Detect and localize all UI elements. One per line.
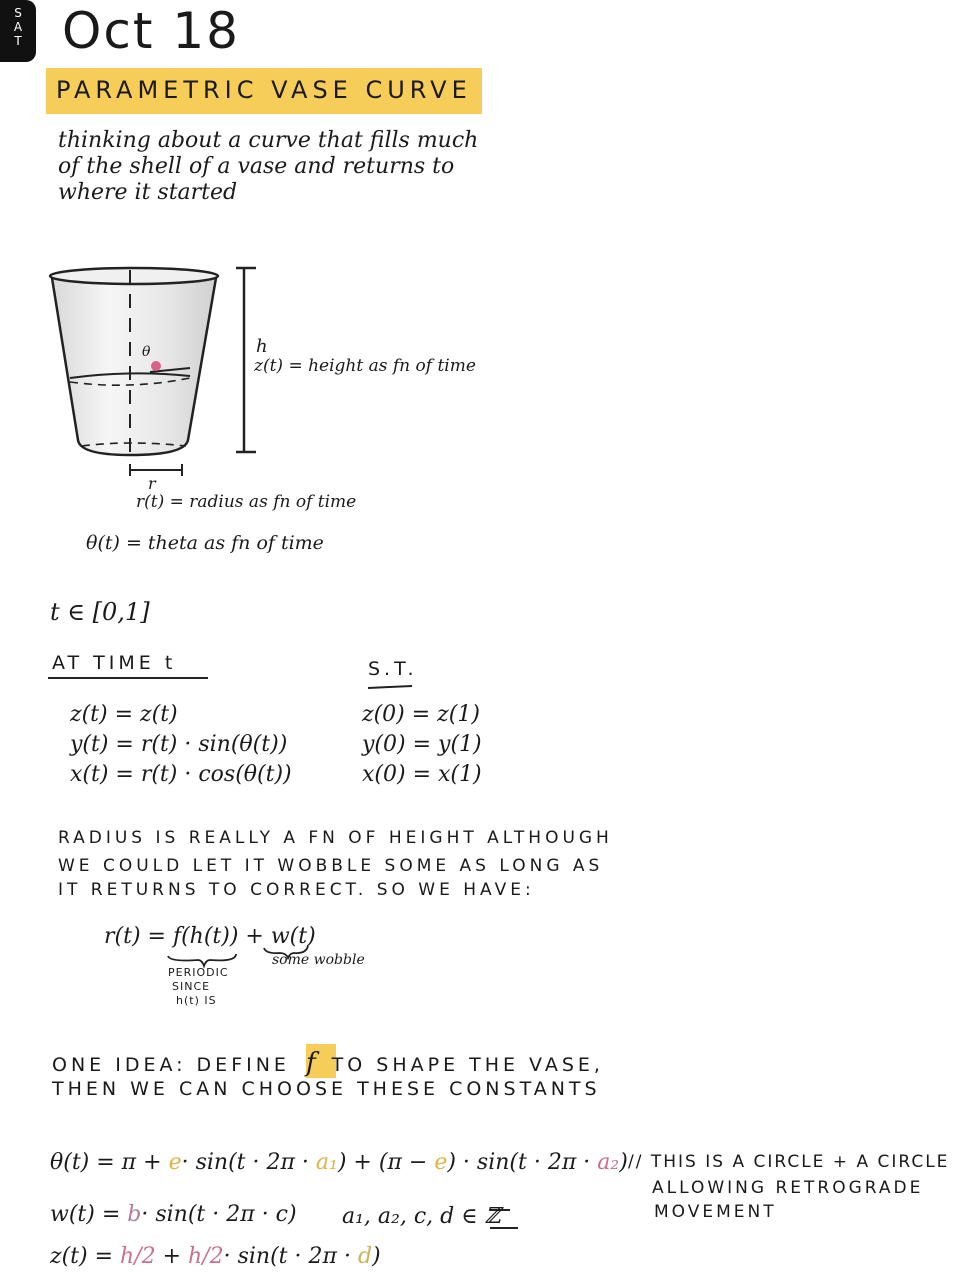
condition-x: x(0) = x(1) [362, 762, 482, 787]
equation-x: x(t) = r(t) · cos(θ(t)) [70, 762, 292, 787]
eq-part: ) [619, 1150, 628, 1175]
theta-label: θ(t) = theta as fn of time [86, 532, 324, 554]
eq-part: · sin(t · 2π · [181, 1150, 316, 1175]
intro-line: of the shell of a vase and returns to [58, 154, 455, 179]
h-half: h/2 [120, 1244, 156, 1269]
r-label: r(t) = radius as fn of time [136, 492, 357, 512]
equation-y: y(t) = r(t) · sin(θ(t)) [70, 732, 288, 757]
eq-part: w(t) = [50, 1202, 128, 1227]
eq-part: ) · sin(t · 2π · [447, 1150, 598, 1175]
condition-y: y(0) = y(1) [362, 732, 482, 757]
z-label: z(t) = height as fn of time [254, 356, 476, 376]
h-symbol: h [256, 336, 268, 357]
day-letter: S [14, 6, 22, 20]
eq-part: θ(t) = π + [50, 1150, 169, 1175]
eq-part: z(t) = [50, 1244, 121, 1269]
intro-line: where it started [58, 180, 238, 205]
eq-part: · sin(t · 2π · c) [141, 1202, 297, 1227]
h-half: h/2 [188, 1244, 224, 1269]
wobble-note: some wobble [272, 952, 365, 968]
page-title: PARAMETRIC VASE CURVE [56, 76, 472, 104]
eq-part: + [155, 1244, 189, 1269]
radius-note-line: WE COULD LET IT WOBBLE SOME AS LONG AS [58, 856, 604, 876]
d-constant: d [357, 1244, 373, 1269]
radius-note-line: IT RETURNS TO CORRECT. SO WE HAVE: [58, 880, 535, 900]
r-symbol: r [148, 474, 156, 493]
day-letter: A [13, 20, 23, 34]
eq-part: · sin(t · 2π · [223, 1244, 358, 1269]
periodic-note-line: SINCE [172, 980, 211, 993]
a1-constant: a₁ [315, 1150, 338, 1175]
z-equation [50, 1244, 381, 1269]
theta-point [151, 361, 161, 371]
equation-z: z(t) = z(t) [70, 702, 178, 727]
comment-line: // THIS IS A CIRCLE + A CIRCLE [628, 1152, 950, 1172]
e-constant: e [168, 1150, 182, 1175]
idea-text: ONE IDEA: DEFINE [52, 1054, 290, 1076]
e-constant: e [434, 1150, 448, 1175]
eq-part: ) [372, 1244, 381, 1269]
domain: t ∈ [0,1] [50, 598, 150, 626]
r-equation: r(t) = f(h(t)) + w(t) [104, 924, 316, 949]
theta-equation [50, 1150, 628, 1175]
w-equation [50, 1202, 297, 1227]
eq-part: ) + (π − [337, 1150, 435, 1175]
theta-symbol: θ [142, 344, 151, 360]
idea-line-2: THEN WE CAN CHOOSE THESE CONSTANTS [52, 1078, 601, 1100]
periodic-note-line: h(t) IS [176, 994, 217, 1007]
f-symbol: f [306, 1048, 316, 1078]
at-time-heading: AT TIME t [52, 652, 177, 674]
day-letter: T [14, 34, 22, 48]
comment-line: ALLOWING RETROGRADE [652, 1178, 924, 1198]
periodic-note-line: PERIODIC [168, 966, 229, 979]
condition-z: z(0) = z(1) [362, 702, 480, 727]
radius-note-line: RADIUS IS REALLY A FN OF HEIGHT ALTHOUGH [58, 828, 613, 848]
page-date: Oct 18 [62, 2, 240, 60]
intro-line: thinking about a curve that fills much [58, 128, 479, 153]
periodic-note [168, 966, 229, 1008]
b-constant: b [127, 1202, 142, 1227]
constants-set: a₁, a₂, c, d ∈ ℤ [342, 1204, 501, 1229]
idea-line-1 [52, 1048, 604, 1078]
comment-line: MOVEMENT [654, 1202, 777, 1222]
st-heading: S.T. [368, 658, 418, 680]
a2-constant: a₂ [597, 1150, 620, 1175]
idea-text: TO SHAPE THE VASE, [331, 1054, 604, 1076]
